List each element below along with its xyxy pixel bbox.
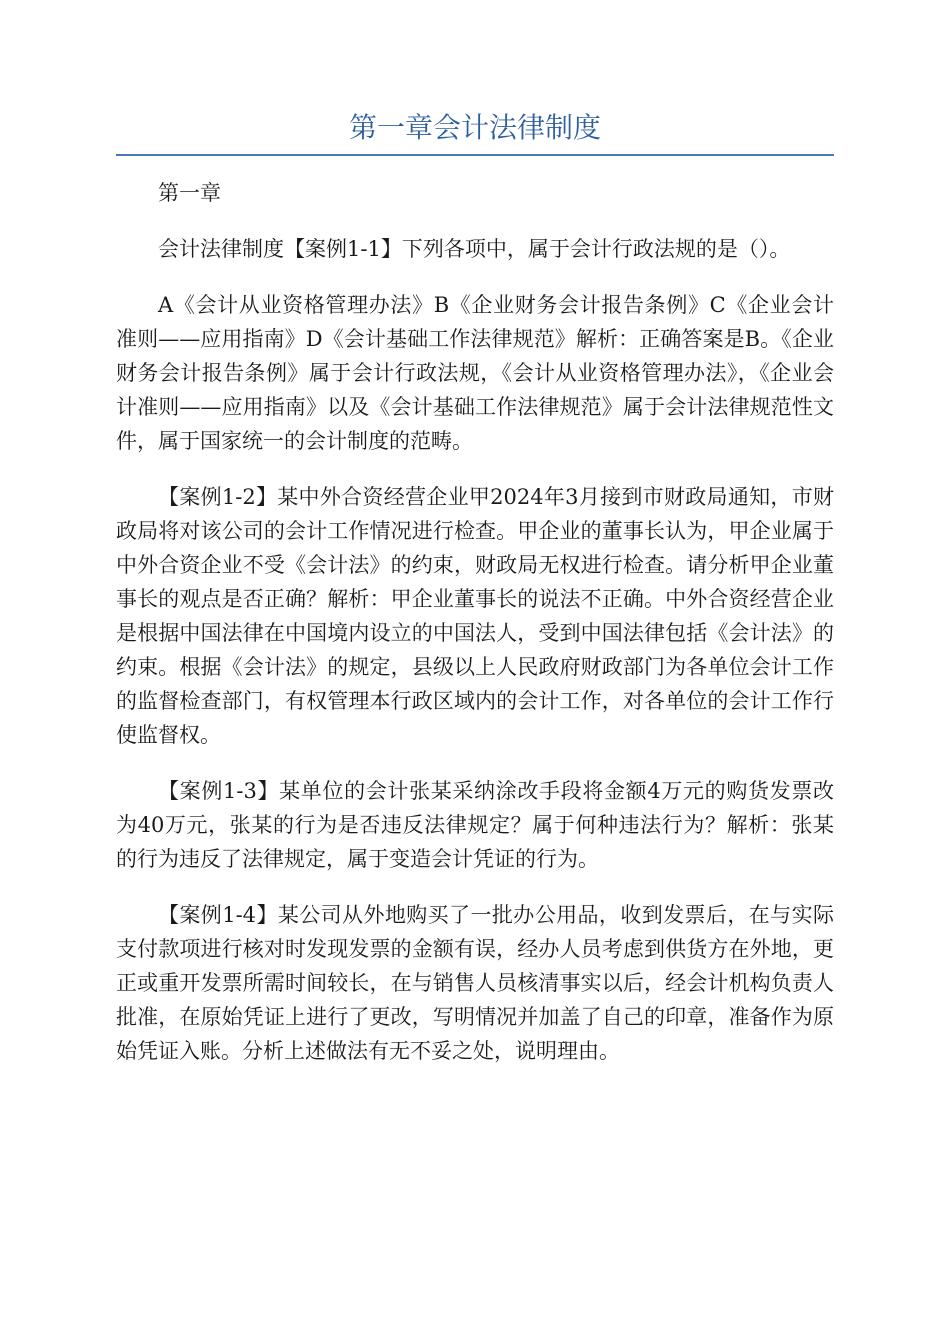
paragraph-case-1-1-answer: A《会计从业资格管理办法》B《企业财务会计报告条例》C《企业会计准则——应用指南》D《会计基础工作法律规范》解析：正确答案是B。《企业财务会计报告条例》属于会计行政法规，《会计从业资格管理办法》，《企业会计准则——应用指南》以及《会计基础工作法律规范》属于会计法律规范性文件，属于国家统一的会计制度的范畴。: [116, 293, 834, 453]
document-body: [116, 176, 834, 1090]
paragraph-case-1-4: 【案例1-4】某公司从外地购买了一批办公用品，收到发票后，在与实际支付款项进行核对时发现发票的金额有误，经办人员考虑到供货方在外地，更正或重开发票所需时间较长，在与销售人员核清事实以后，经会计机构负责人批准，在原始凭证上进行了更改，写明情况并加盖了自己的印章，准备作为原始凭证入账。分析上述做法有无不妥之处，说明理由。: [116, 903, 834, 1063]
paragraph-case-1-3: 【案例1-3】某单位的会计张某采纳涂改手段将金额4万元的购货发票改为40万元，张某的行为是否违反法律规定？属于何种违法行为？解析：张某的行为违反了法律规定，属于变造会计凭证的行为。: [116, 779, 834, 871]
title-underline: [116, 154, 834, 156]
paragraph-case-1-2: 【案例1-2】某中外合资经营企业甲2024年3月接到市财政局通知，市财政局将对该公司的会计工作情况进行检查。甲企业的董事长认为，甲企业属于中外合资企业不受《会计法》的约束，财政局无权进行检查。请分析甲企业董事长的观点是否正确？解析：甲企业董事长的说法不正确。中外合资经营企业是根据中国法律在中国境内设立的中国法人，受到中国法律包括《会计法》的约束。根据《会计法》的规定，县级以上人民政府财政部门为各单位会计工作的监督检查部门，有权管理本行政区域内的会计工作，对各单位的会计工作行使监督权。: [116, 485, 834, 747]
page-title: 第一章会计法律制度: [348, 111, 601, 144]
paragraph-chapter-label: 第一章: [158, 181, 221, 205]
paragraph-case-1-1: 会计法律制度【案例1-1】下列各项中，属于会计行政法规的是（）。: [158, 237, 791, 261]
